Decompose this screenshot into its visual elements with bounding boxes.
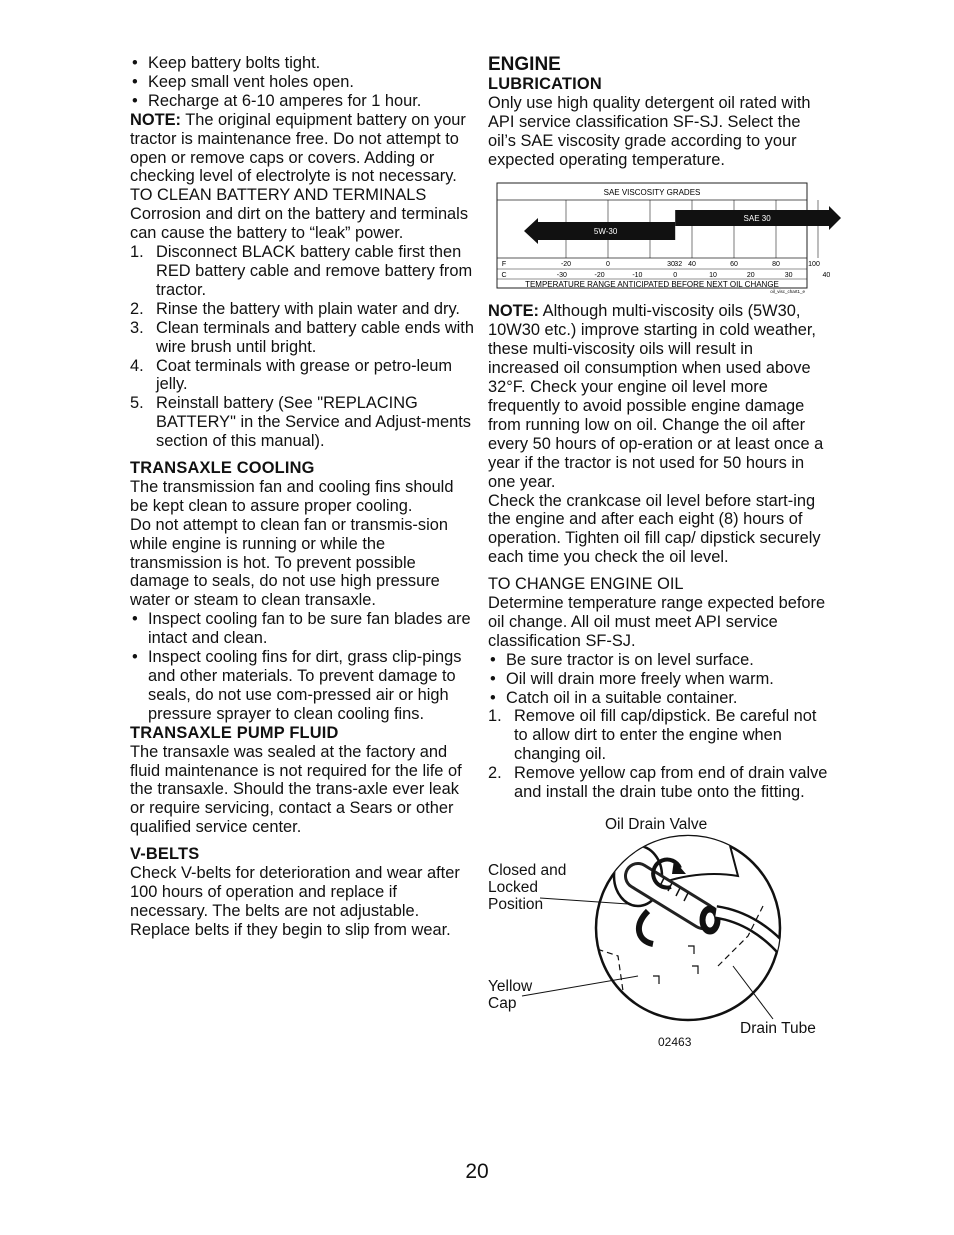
change-oil-list: [488, 651, 828, 708]
list-item: 1. Disconnect BLACK battery cable first then RED battery cable and remove battery from tractor.: [130, 243, 473, 299]
celsius-tick-label: C: [501, 271, 507, 279]
cooling-paragraph-2: Do not attempt to clean fan or transmis-sion while engine is running or while the transmission is hot. To prevent possible damage to seals, do not use high pressure water or steam to clean transaxle.: [130, 515, 448, 610]
fahrenheit-tick-label: 80: [772, 260, 780, 268]
note-label: NOTE:: [488, 302, 539, 321]
note-label: NOTE:: [130, 110, 181, 129]
clean-battery-heading: TO CLEAN BATTERY AND TERMINALS: [130, 186, 427, 205]
list-item: • Keep small vent holes open.: [130, 73, 475, 92]
fahrenheit-tick-label: 32: [674, 260, 683, 268]
engine-heading: ENGINE: [488, 54, 561, 75]
list-item: 2. Rinse the battery with plain water and dry.: [130, 299, 460, 318]
v-belts-heading: V-BELTS: [130, 845, 200, 864]
fahrenheit-tick-label: 40: [688, 260, 696, 268]
list-item: 2. Remove yellow cap from end of drain valve and install the drain tube onto the fitting.: [488, 764, 828, 802]
drain-fitting-hole: [705, 912, 715, 928]
battery-note: [130, 111, 475, 187]
list-item: • Catch oil in a suitable container.: [488, 689, 828, 708]
drain-valve-illustration: [488, 816, 828, 1056]
change-oil-steps: [488, 707, 828, 802]
fahrenheit-tick-label: 0: [606, 260, 610, 268]
figure-title: Oil Drain Valve: [605, 816, 708, 833]
pump-fluid-text: The transaxle was sealed at the factory and fluid maintenance is not required for the life of the transaxle. Should the trans-axle ever leak or require servicing, contact a Sears or other qualified service center.: [130, 742, 462, 837]
celsius-tick-label: 20: [746, 271, 755, 279]
celsius-tick-label: 0: [673, 271, 678, 279]
chart-title: SAE VISCOSITY GRADES: [603, 187, 701, 197]
fahrenheit-tick-label: 30: [667, 260, 675, 268]
celsius-tick-label: -20: [594, 271, 605, 279]
oil-note: [488, 302, 828, 491]
chart-code: oil_visc_chart1_e: [770, 288, 805, 294]
celsius-tick-label: 10: [709, 271, 717, 279]
crankcase-text: Check the crankcase oil level before start-ing the engine and after each eight (8) hours of operation. Tighten oil fill cap/ dipstick securely each time you check the oil level.: [488, 491, 821, 567]
label-drain-tube: Drain Tube: [740, 1020, 816, 1037]
cooling-paragraph-1: The transmission fan and cooling fins should be kept clean to assure proper cooling.: [130, 477, 454, 515]
celsius-tick-label: 40: [822, 271, 831, 279]
grade-label-5w30: 5W-30: [593, 226, 618, 236]
list-item: 1. Remove oil fill cap/dipstick. Be careful not to allow dirt to enter the engine when changing oil.: [488, 707, 817, 764]
list-item: • Be sure tractor is on level surface.: [488, 651, 828, 670]
fahrenheit-tick-label: 100: [808, 260, 820, 268]
list-item: • Oil will drain more freely when warm.: [488, 670, 828, 689]
figure-code: 02463: [658, 1035, 692, 1049]
v-belts-text: Check V-belts for deterioration and wear after 100 hours of operation and replace if necessary. The belts are not adjustable. Replace belts if they begin to slip from wear.: [130, 864, 460, 939]
fahrenheit-tick-label: F: [501, 260, 507, 268]
note-text: The original equipment battery on your tractor is maintenance free. Do not attempt to open or remove caps or covers. Adding or checking level of electrolyte is not necessary.: [130, 110, 466, 186]
list-item: • Keep battery bolts tight.: [130, 54, 475, 73]
cooling-list: [130, 610, 475, 723]
transaxle-cooling-heading: TRANSAXLE COOLING: [130, 459, 315, 478]
list-item: 5. Reinstall battery (See "REPLACING BATTERY" in the Service and Adjust-ments section of this manual).: [130, 394, 471, 451]
chart-xlabel: TEMPERATURE RANGE ANTICIPATED BEFORE NEXT OIL CHANGE: [525, 279, 779, 289]
celsius-tick-label: -10: [632, 271, 643, 279]
change-oil-text: Determine temperature range expected before oil change. All oil must meet API service classification SF-SJ.: [488, 594, 826, 650]
list-item: 4. Coat terminals with grease or petro-leum jelly.: [130, 356, 453, 394]
list-item: • Inspect cooling fan to be sure fan blades are intact and clean.: [130, 610, 475, 648]
celsius-tick-label: -30: [556, 271, 567, 279]
viscosity-chart-svg: [496, 182, 831, 294]
page-number: 20: [465, 1160, 489, 1183]
viscosity-chart: [496, 182, 831, 299]
fahrenheit-tick-label: 60: [730, 260, 738, 268]
battery-care-list: [130, 54, 475, 111]
list-item: 3. Clean terminals and battery cable ends with wire brush until bright.: [130, 318, 474, 356]
clean-battery-text: Corrosion and dirt on the battery and terminals can cause the battery to “leak” power.: [130, 205, 469, 243]
lubrication-text: Only use high quality detergent oil rated with API service classification SF-SJ. Select the oil’s SAE viscosity grade according to your expected operating temperature.: [488, 93, 811, 169]
label-yellow-cap: Yellow Cap: [488, 978, 533, 1012]
change-oil-heading: TO CHANGE ENGINE OIL: [488, 575, 684, 594]
grade-label-sae30: SAE 30: [743, 213, 771, 223]
list-item: • Recharge at 6-10 amperes for 1 hour.: [130, 92, 475, 111]
label-closed-locked: Closed and Locked Position: [488, 862, 567, 913]
oil-drain-valve-figure: [488, 816, 828, 1056]
fahrenheit-tick-label: -20: [560, 260, 572, 268]
left-column: [130, 54, 475, 940]
list-item: • Inspect cooling fins for dirt, grass clip-pings and other materials. To prevent damage to seals, do not use com-pressed air or high pressure sprayer to clean cooling fins.: [130, 648, 475, 724]
clean-battery-steps: [130, 243, 475, 451]
note-text: Although multi-viscosity oils (5W30, 10W30 etc.) improve starting in cold weather, these multi-viscosity oils will result in increased oil consumption when used above 32°F. Check your engine oil level more frequently to avoid possible engine damage from running low on oil. Change the oil after every 50 hours of op-eration or at least once a year if the tractor is not used for 50 hours in one year.: [488, 302, 824, 491]
celsius-tick-label: 30: [784, 271, 793, 279]
right-column: [488, 54, 831, 1056]
lubrication-heading: LUBRICATION: [488, 75, 602, 93]
pump-fluid-heading: TRANSAXLE PUMP FLUID: [130, 723, 339, 742]
